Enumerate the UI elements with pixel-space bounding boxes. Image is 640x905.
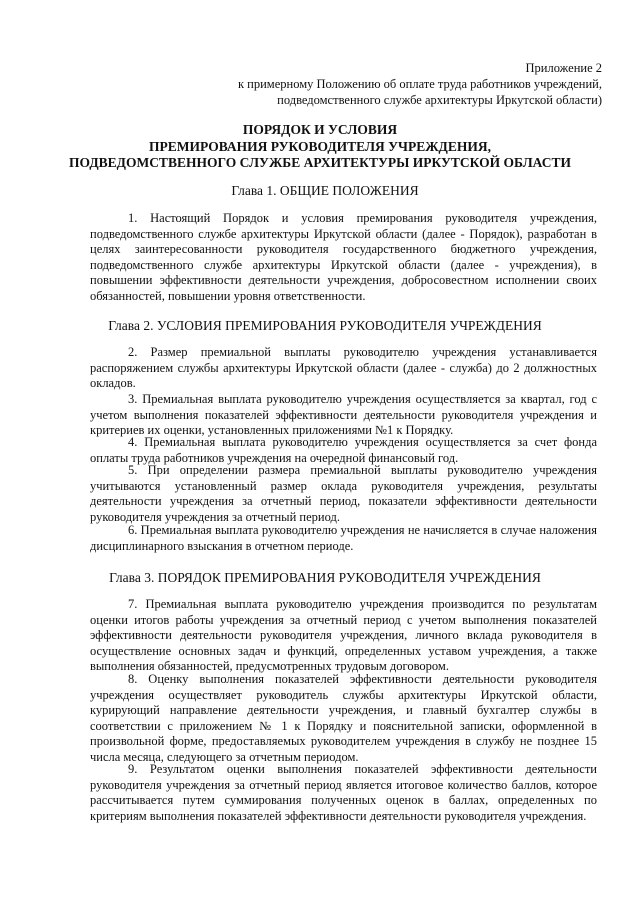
chapter-1-heading: Глава 1. ОБЩИЕ ПОЛОЖЕНИЯ: [231, 183, 419, 198]
chapter-3-heading: Глава 3. ПОРЯДОК ПРЕМИРОВАНИЯ РУКОВОДИТЕЛЯ УЧРЕЖДЕНИЯ: [109, 570, 541, 585]
appendix-line: Приложение 2: [525, 61, 602, 75]
appendix-line: подведомственного службе архитектуры Иркутской области): [277, 93, 602, 107]
chapter-2-heading: Глава 2. УСЛОВИЯ ПРЕМИРОВАНИЯ РУКОВОДИТЕЛЯ УЧРЕЖДЕНИЯ: [108, 318, 542, 333]
paragraph-5: 5. При определении размера премиальной выплаты руководителю учреждения учитываются установленный размер оклада руководителя учреждения, результаты деятельности учреждения за отчетный период, показатели эффективности деятельности руководителя учреждения за отчетный период.: [90, 463, 597, 524]
paragraph-6: 6. Премиальная выплата руководителю учреждения не начисляется в случае наложения дисциплинарного взыскания в отчетном периоде.: [90, 523, 597, 553]
title-line: ПОДВЕДОМСТВЕННОГО СЛУЖБЕ АРХИТЕКТУРЫ ИРКУТСКОЙ ОБЛАСТИ: [69, 155, 571, 170]
paragraph-3: 3. Премиальная выплата руководителю учреждения осуществляется за квартал, год с учетом выполнения показателей эффективности деятельности руководителя учреждения и критериев их оценки, установленных приложениями №1 к Порядку.: [90, 392, 597, 438]
paragraph-7: 7. Премиальная выплата руководителю учреждения производится по результатам оценки итогов работы учреждения за отчетный период с учетом выполнения показателей эффективности деятельности руководителя учреждения, личного вклада руководителя в осуществление основных задач и функций, определенных уставом учреждения, а также выполнения обязанностей, предусмотренных трудовым договором.: [90, 597, 597, 674]
appendix-header: [238, 60, 602, 108]
document-title: [60, 122, 580, 172]
paragraph-8: 8. Оценку выполнения показателей эффективности деятельности руководителя учреждения осуществляет руководитель службы архитектуры Иркутской области, курирующий направление деятельности учреждения, и главный бухгалтер службы в соответствии с приложением № 1 к Порядку и пояснительной записки, оформленной в произвольной форме, предоставляемых руководителем учреждения в службу не позднее 15 числа месяца, следующего за отчетным периодом.: [90, 672, 597, 764]
title-line: ПОРЯДОК И УСЛОВИЯ: [242, 122, 398, 137]
paragraph-1: 1. Настоящий Порядок и условия премирования руководителя учреждения, подведомственного службе архитектуры Иркутской области (далее - Порядок), разработан в целях заинтересованности руководителя государственного бюджетного учреждения, подведомственного службе архитектуры Иркутской области (далее - учреждения), в повышении эффективности деятельности учреждения, добросовестном исполнении своих обязанностей, повышении уровня ответственности.: [90, 211, 597, 303]
paragraph-4: 4. Премиальная выплата руководителю учреждения осуществляется за счет фонда оплаты труда работников учреждения на очередной финансовый год.: [90, 435, 597, 465]
paragraph-2: 2. Размер премиальной выплаты руководителю учреждения устанавливается распоряжением службы архитектуры Иркутской области (далее - служба) до 2 должностных окладов.: [90, 345, 597, 391]
appendix-line: к примерному Положению об оплате труда работников учреждений,: [237, 77, 602, 91]
title-line: ПРЕМИРОВАНИЯ РУКОВОДИТЕЛЯ УЧРЕЖДЕНИЯ,: [149, 138, 491, 154]
paragraph-9: 9. Результатом оценки выполнения показателей эффективности деятельности руководителя учреждения за отчетный период является итоговое количество баллов, которое рассчитывается путем суммирования полученных оценок в баллах, определенных по критериям выполнения показателей эффективности деятельности руководителя учреждения.: [90, 762, 597, 823]
